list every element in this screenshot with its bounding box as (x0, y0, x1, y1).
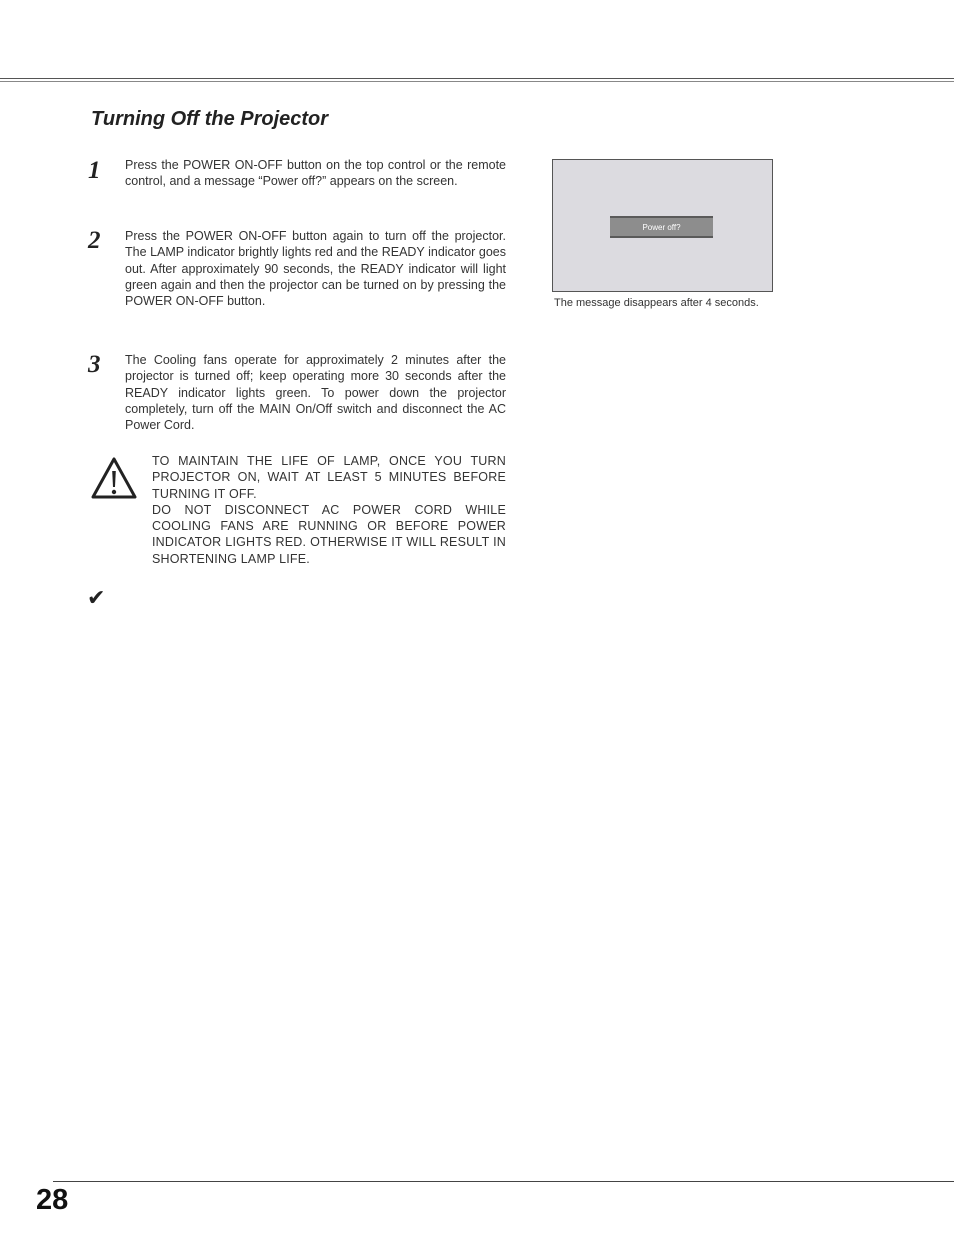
warning-line-lamp-life: TO MAINTAIN THE LIFE OF LAMP, ONCE YOU TURN PROJECTOR ON, WAIT AT LEAST 5 MINUTES BEFORE TURNING IT OFF. (152, 454, 506, 501)
header-rule (0, 78, 954, 79)
step-text-1: Press the POWER ON-OFF button on the top control or the remote control, and a message “Power off?” appears on the screen. (125, 158, 506, 189)
warning-line-power-cord: DO NOT DISCONNECT AC POWER CORD WHILE COOLING FANS ARE RUNNING OR BEFORE POWER INDICATOR LIGHTS RED. OTHERWISE IT WILL RESULT IN SHORTENING LAMP LIFE. (152, 502, 506, 566)
header-rule-secondary (0, 81, 954, 82)
step-number-2: 2 (88, 227, 101, 254)
step-number-1: 1 (88, 157, 101, 184)
step-number-3: 3 (88, 351, 101, 378)
footer-rule (53, 1181, 954, 1182)
warning-triangle-icon (90, 456, 138, 500)
power-off-dialog (610, 216, 713, 238)
power-off-dialog-text: Power off? (642, 222, 681, 232)
checkmark-icon: ✔ (87, 586, 106, 611)
section-title: Turning Off the Projector (91, 108, 329, 130)
screen-caption: The message disappears after 4 seconds. (554, 297, 759, 309)
page-number: 28 (36, 1184, 69, 1216)
step-text-3: The Cooling fans operate for approximately 2 minutes after the projector is turned off; keep operating more 30 seconds after the READY indicator lights green. To power down the projector completely, turn off the MAIN On/Off switch and disconnect the AC Power Cord. (125, 353, 506, 433)
screen-illustration (552, 159, 773, 292)
step-text-2: Press the POWER ON-OFF button again to turn off the projector. The LAMP indicator brightly lights red and the READY indicator goes out. After approximately 90 seconds, the READY indicator will light green again and then the projector can be turned on by pressing the POWER ON-OFF button. (125, 229, 506, 309)
warning-text (152, 453, 506, 567)
